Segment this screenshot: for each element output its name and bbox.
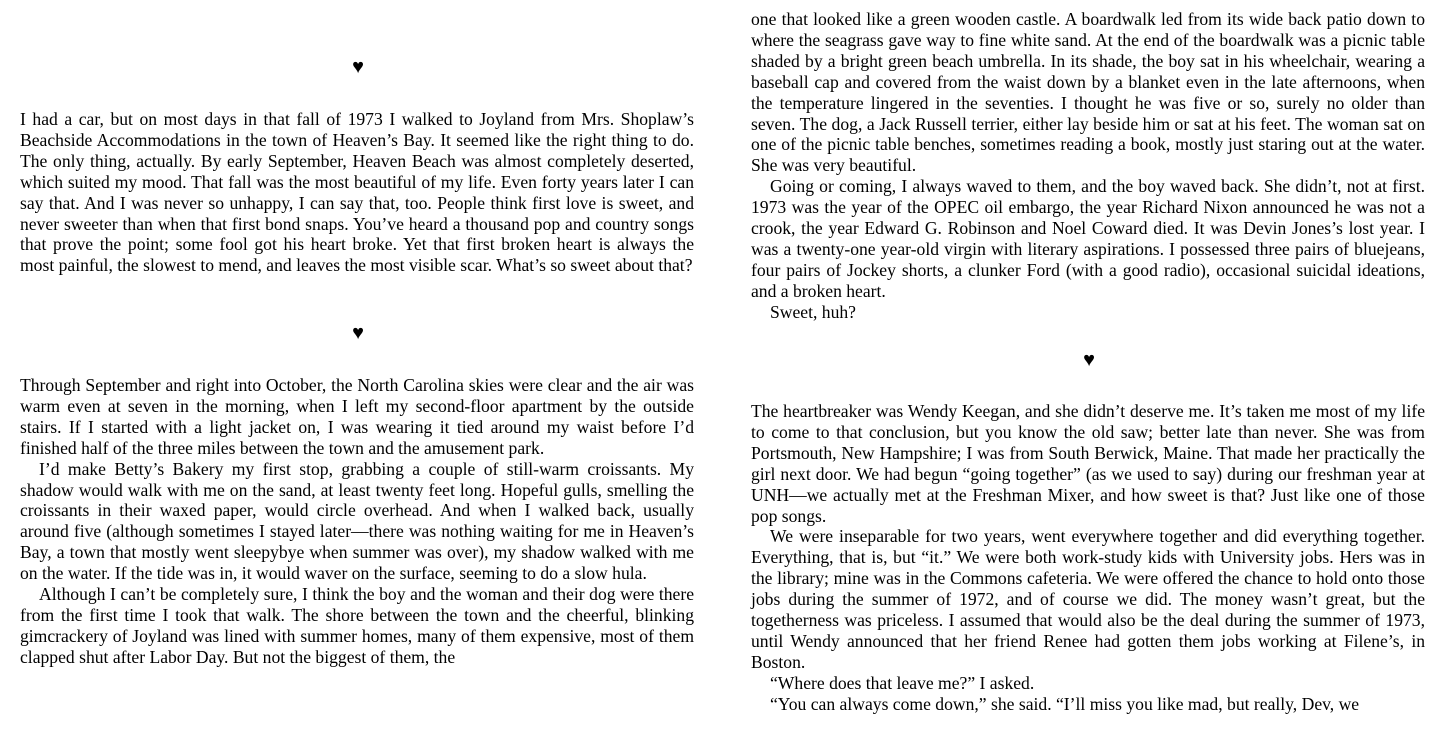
section-1 bbox=[20, 109, 694, 276]
heart-icon: ♥ bbox=[1083, 349, 1095, 371]
paragraph: Through September and right into October, the North Carolina skies were clear and the air was warm even at seven in the morning, when I left my second-floor apartment by the outside stairs. If I started with a light jacket on, I was wearing it tied around my waist before I’d finished half of the three miles between the town and the amusement park. bbox=[20, 375, 694, 458]
section-1 bbox=[751, 9, 1425, 323]
paragraph: I had a car, but on most days in that fall of 1973 I walked to Joyland from Mrs. Shoplaw’s Beachside Accommodations in the town of Heaven’s Bay. It seemed like the right thing to do. The only thing, actually. By early September, Heaven Beach was almost completely deserted, which suited my mood. That fall was the most beautiful of my life. Even forty years later I can say that. And I was never so unhappy, I can say that, too. People think first love is sweet, and never sweeter than when that first bond snaps. You’ve heard a thousand pop and country songs that prove the point; some fool got his heart broke. Yet that first broken heart is always the most painful, the slowest to mend, and leaves the most visible scar. What’s so sweet about that? bbox=[20, 109, 694, 276]
paragraph: We were inseparable for two years, went everywhere together and did everything together. Everything, that is, but “it.” We were both work-study kids with University jobs. Hers was in the library; mine was in the Commons cafeteria. We were offered the chance to hold onto those jobs during the summer of 1972, and of course we did. The money wasn’t great, but the togetherness was priceless. I assumed that would also be the deal during the summer of 1973, until Wendy announced that her friend Renee had gotten them jobs working at Filene’s, in Boston. bbox=[751, 526, 1425, 672]
paragraph: one that looked like a green wooden castle. A boardwalk led from its wide back patio down to where the seagrass gave way to fine white sand. At the end of the boardwalk was a picnic table shaded by a bright green beach umbrella. In its shade, the boy sat in his wheelchair, wearing a baseball cap and covered from the waist down by a blanket even in the late afternoons, when the temperature lingered in the seventies. I thought he was five or so, surely no older than seven. The dog, a Jack Russell terrier, either lay beside him or sat at his feet. The woman sat on one of the picnic table benches, sometimes reading a book, mostly just staring out at the water. She was very beautiful. bbox=[751, 9, 1425, 176]
section-2 bbox=[20, 375, 694, 668]
paragraph: Going or coming, I always waved to them, and the boy waved back. She didn’t, not at first. 1973 was the year of the OPEC oil embargo, the year Richard Nixon announced he was not a crook, the year Edward G. Robinson and Noel Coward died. It was Devin Jones’s lost year. I was a twenty-one year-old virgin with literary aspirations. I possessed three pairs of bluejeans, four pairs of Jockey shorts, a clunker Ford (with a good radio), occasional suicidal ideations, and a broken heart. bbox=[751, 176, 1425, 301]
paragraph: The heartbreaker was Wendy Keegan, and she didn’t deserve me. It’s taken me most of my life to come to that conclusion, but you know the old saw; better late than never. She was from Portsmouth, New Hampshire; I was from South Berwick, Maine. That made her practically the girl next door. We had begun “going together” (as we used to say) during our freshman year at UNH—we actually met at the Freshman Mixer, and how sweet is that? Just like one of those pop songs. bbox=[751, 401, 1425, 526]
section-2 bbox=[751, 401, 1425, 715]
paragraph: Although I can’t be completely sure, I think the boy and the woman and their dog were there from the first time I took that walk. The shore between the town and the cheerful, blinking gimcrackery of Joyland was lined with summer homes, many of them expensive, most of them clapped shut after Labor Day. But not the biggest of them, the bbox=[20, 584, 694, 667]
paragraph: I’d make Betty’s Bakery my first stop, grabbing a couple of still-warm croissants. My shadow would walk with me on the sand, at least twenty feet long. Hopeful gulls, smelling the croissants in their waxed paper, would circle overhead. And when I walked back, usually around five (although sometimes I stayed later—there was nothing waiting for me in Heaven’s Bay, a town that mostly went sleepybye when summer was over), my shadow walked with me on the water. If the tide was in, it would waver on the surface, seeming to do a slow hula. bbox=[20, 458, 694, 584]
paragraph: “You can always come down,” she said. “I’ll miss you like mad, but really, Dev, we bbox=[770, 693, 1360, 714]
paragraph: Sweet, huh? bbox=[770, 301, 856, 322]
heart-icon: ♥ bbox=[352, 322, 364, 344]
heart-icon: ♥ bbox=[352, 56, 364, 78]
paragraph: “Where does that leave me?” I asked. bbox=[770, 672, 1035, 693]
